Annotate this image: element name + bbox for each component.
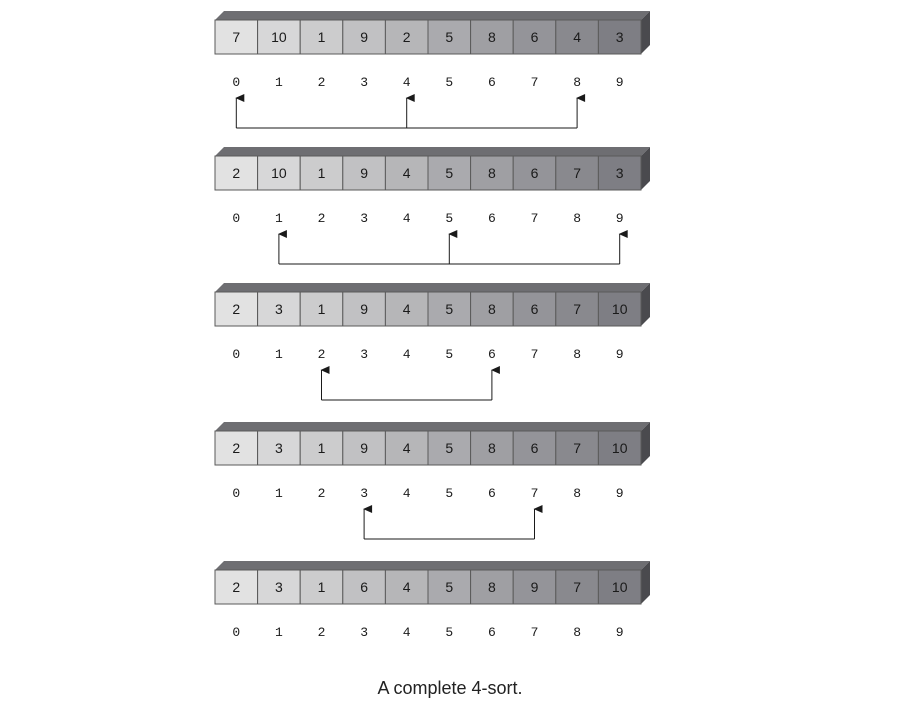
cell-value: 2 xyxy=(232,440,241,456)
cell-value: 3 xyxy=(615,165,624,181)
cell-value: 2 xyxy=(232,301,241,317)
index-label: 1 xyxy=(274,625,283,640)
index-label: 1 xyxy=(274,75,283,90)
cell-value: 8 xyxy=(488,301,496,317)
cell-value: 6 xyxy=(530,29,539,45)
cell-value: 2 xyxy=(232,165,241,181)
cell-value: 5 xyxy=(445,440,454,456)
index-label: 8 xyxy=(573,211,582,226)
index-label: 0 xyxy=(232,75,241,90)
cell-value: 6 xyxy=(360,579,368,595)
index-label: 0 xyxy=(232,625,241,640)
cell-value: 7 xyxy=(232,29,241,45)
array-top-face xyxy=(215,561,650,570)
cell-value: 5 xyxy=(445,29,454,45)
index-label: 1 xyxy=(274,211,283,226)
index-label: 4 xyxy=(402,625,411,640)
array-row-1 xyxy=(215,147,650,264)
array-row-3 xyxy=(215,422,650,539)
cell-value: 1 xyxy=(317,165,326,181)
cell-value: 7 xyxy=(573,165,581,181)
cell-value: 4 xyxy=(573,29,581,45)
index-label: 6 xyxy=(487,347,496,362)
index-label: 3 xyxy=(360,75,369,90)
index-label: 2 xyxy=(317,625,326,640)
array-row-2 xyxy=(215,283,650,400)
cell-value: 9 xyxy=(360,29,368,45)
cell-value: 9 xyxy=(360,165,368,181)
cell-value: 3 xyxy=(275,579,283,595)
index-label: 3 xyxy=(360,211,369,226)
cell-value: 1 xyxy=(317,440,326,456)
index-label: 9 xyxy=(615,486,624,501)
array-top-face xyxy=(215,422,650,431)
cell-value: 10 xyxy=(271,29,287,45)
index-label: 2 xyxy=(317,75,326,90)
cell-value: 3 xyxy=(275,301,283,317)
cell-value: 4 xyxy=(402,579,411,595)
index-label: 0 xyxy=(232,347,241,362)
index-label: 5 xyxy=(445,486,454,501)
cell-value: 6 xyxy=(530,165,539,181)
comparison-arrows xyxy=(236,98,577,128)
cell-value: 10 xyxy=(271,165,287,181)
cell-value: 10 xyxy=(611,301,628,317)
index-label: 0 xyxy=(232,211,241,226)
index-label: 4 xyxy=(402,347,411,362)
index-label: 7 xyxy=(530,486,539,501)
cell-value: 1 xyxy=(317,29,326,45)
index-label: 9 xyxy=(615,347,624,362)
array-top-face xyxy=(215,283,650,292)
index-label: 2 xyxy=(317,347,326,362)
index-label: 6 xyxy=(487,211,496,226)
cell-value: 7 xyxy=(573,579,581,595)
cell-value: 7 xyxy=(573,301,581,317)
index-label: 1 xyxy=(274,486,283,501)
index-label: 4 xyxy=(402,75,411,90)
index-label: 9 xyxy=(615,625,624,640)
comparison-arrows xyxy=(322,370,492,400)
index-label: 8 xyxy=(573,625,582,640)
cell-value: 9 xyxy=(530,579,539,595)
cell-value: 1 xyxy=(317,579,326,595)
cell-value: 4 xyxy=(402,301,411,317)
index-label: 4 xyxy=(402,211,411,226)
index-label: 7 xyxy=(530,211,539,226)
cell-value: 9 xyxy=(360,301,368,317)
cell-value: 10 xyxy=(611,440,628,456)
array-top-face xyxy=(215,147,650,156)
index-label: 3 xyxy=(360,486,369,501)
index-label: 5 xyxy=(445,211,454,226)
cell-value: 8 xyxy=(488,440,496,456)
index-label: 9 xyxy=(615,75,624,90)
cell-value: 5 xyxy=(445,165,454,181)
index-label: 1 xyxy=(274,347,283,362)
cell-value: 3 xyxy=(615,29,624,45)
index-label: 5 xyxy=(445,347,454,362)
array-row-4 xyxy=(215,561,650,640)
cell-value: 8 xyxy=(488,29,496,45)
cell-value: 4 xyxy=(402,165,411,181)
index-label: 0 xyxy=(232,486,241,501)
index-label: 4 xyxy=(402,486,411,501)
index-label: 6 xyxy=(487,75,496,90)
cell-value: 9 xyxy=(360,440,368,456)
cell-value: 5 xyxy=(445,579,454,595)
index-label: 2 xyxy=(317,211,326,226)
cell-value: 1 xyxy=(317,301,326,317)
index-label: 6 xyxy=(487,625,496,640)
index-label: 2 xyxy=(317,486,326,501)
cell-value: 8 xyxy=(488,165,496,181)
index-label: 9 xyxy=(615,211,624,226)
index-label: 6 xyxy=(487,486,496,501)
cell-value: 6 xyxy=(530,301,539,317)
index-label: 3 xyxy=(360,625,369,640)
cell-value: 8 xyxy=(488,579,496,595)
cell-value: 2 xyxy=(232,579,241,595)
array-row-0 xyxy=(215,11,650,128)
cell-value: 4 xyxy=(402,440,411,456)
index-label: 5 xyxy=(445,75,454,90)
array-top-face xyxy=(215,11,650,20)
cell-value: 6 xyxy=(530,440,539,456)
index-label: 8 xyxy=(573,347,582,362)
cell-value: 10 xyxy=(611,579,628,595)
cell-value: 2 xyxy=(402,29,411,45)
index-label: 8 xyxy=(573,75,582,90)
cell-value: 3 xyxy=(275,440,283,456)
index-label: 7 xyxy=(530,347,539,362)
comparison-arrows xyxy=(279,234,620,264)
index-label: 3 xyxy=(360,347,369,362)
index-label: 7 xyxy=(530,625,539,640)
index-label: 8 xyxy=(573,486,582,501)
comparison-arrows xyxy=(364,509,534,539)
cell-value: 7 xyxy=(573,440,581,456)
cell-value: 5 xyxy=(445,301,454,317)
figure-caption: A complete 4-sort. xyxy=(377,678,523,698)
index-label: 5 xyxy=(445,625,454,640)
index-label: 7 xyxy=(530,75,539,90)
